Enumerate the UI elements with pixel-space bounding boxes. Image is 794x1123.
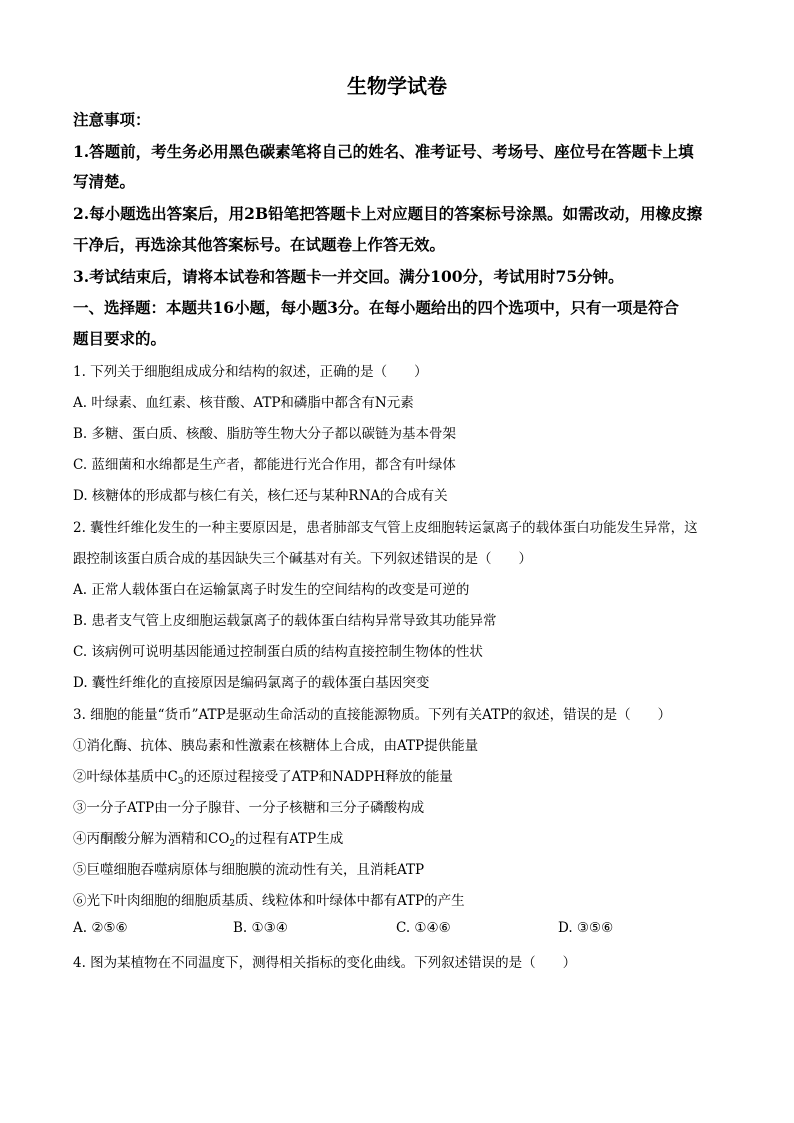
notice-item-1-cont: 写清楚。 [73,172,136,191]
question-3-stem: 3. 细胞的能量“货币”ATP是驱动生命活动的直接能源物质。下列有关ATP的叙述，错误的是（ ） [73,707,672,723]
question-3-statement-3: ③一分子ATP由一分子腺苷、一分子核糖和三分子磷酸构成 [73,800,425,816]
question-1-option-b: B. 多糖、蛋白质、核酸、脂肪等生物大分子都以碳链为基本骨架 [73,426,457,442]
question-4-stem: 4. 图为某植物在不同温度下，测得相关指标的变化曲线。下列叙述错误的是（ ） [73,955,577,971]
question-2-stem: 2. 囊性纤维化发生的一种主要原因是，患者肺部支气管上皮细胞转运氯离子的载体蛋白功能发生异常，这 [73,520,698,536]
section-heading-cont: 题目要求的。 [73,329,167,348]
notice-item-2-cont: 干净后，再选涂其他答案标号。在试题卷上作答无效。 [73,235,446,254]
section-heading: 一、选择题：本题共16小题，每小题3分。在每小题给出的四个选项中，只有一项是符合 [73,298,679,317]
question-1-option-a: A. 叶绿素、血红素、核苷酸、ATP和磷脂中都含有N元素 [73,395,414,411]
question-3-option-d: D. ③⑤⑥ [558,920,614,936]
question-2-option-d: D. 囊性纤维化的直接原因是编码氯离子的载体蛋白基因突变 [73,675,430,691]
notice-item-3: 3.考试结束后，请将本试卷和答题卡一并交回。满分100分，考试用时75分钟。 [73,267,624,286]
question-3-option-b: B. ①③④ [233,920,288,936]
question-1-stem: 1. 下列关于细胞组成成分和结构的叙述，正确的是（ ） [73,364,428,380]
question-3-option-c: C. ①④⑥ [396,920,451,936]
question-1-option-c: C. 蓝细菌和水绵都是生产者，都能进行光合作用，都含有叶绿体 [73,457,456,473]
question-1-option-d: D. 核糖体的形成都与核仁有关，核仁还与某种RNA的合成有关 [73,488,448,504]
notice-item-1: 1.答题前，考生务必用黑色碳素笔将自己的姓名、准考证号、考场号、座位号在答题卡上填 [73,142,694,161]
question-2-option-a: A. 正常人载体蛋白在运输氯离子时发生的空间结构的改变是可逆的 [73,582,470,598]
page-title: 生物学试卷 [347,74,447,98]
notice-heading: 注意事项： [73,110,151,129]
question-3-statement-2: ②叶绿体基质中$C_3$的还原过程接受了ATP和NADPH释放的能量 [73,769,453,787]
question-2-option-c: C. 该病例可说明基因能通过控制蛋白质的结构直接控制生物体的性状 [73,644,483,660]
question-3-statement-4: ④丙酮酸分解为酒精和$CO_2$的过程有ATP生成 [73,831,344,849]
question-2-stem-cont: 跟控制该蛋白质合成的基因缺失三个碱基对有关。下列叙述错误的是（ ） [73,551,532,567]
question-3-statement-5: ⑤巨噬细胞吞噬病原体与细胞膜的流动性有关，且消耗ATP [73,862,425,878]
notice-item-2: 2.每小题选出答案后，用2B铅笔把答题卡上对应题目的答案标号涂黑。如需改动，用橡皮擦 [73,204,703,223]
question-3-statement-6: ⑥光下叶肉细胞的细胞质基质、线粒体和叶绿体中都有ATP的产生 [73,893,465,909]
question-3-option-a: A. ②⑤⑥ [73,920,128,936]
question-3-statement-1: ①消化酶、抗体、胰岛素和性激素在核糖体上合成，由ATP提供能量 [73,738,479,754]
question-2-option-b: B. 患者支气管上皮细胞运载氯离子的载体蛋白结构异常导致其功能异常 [73,613,497,629]
